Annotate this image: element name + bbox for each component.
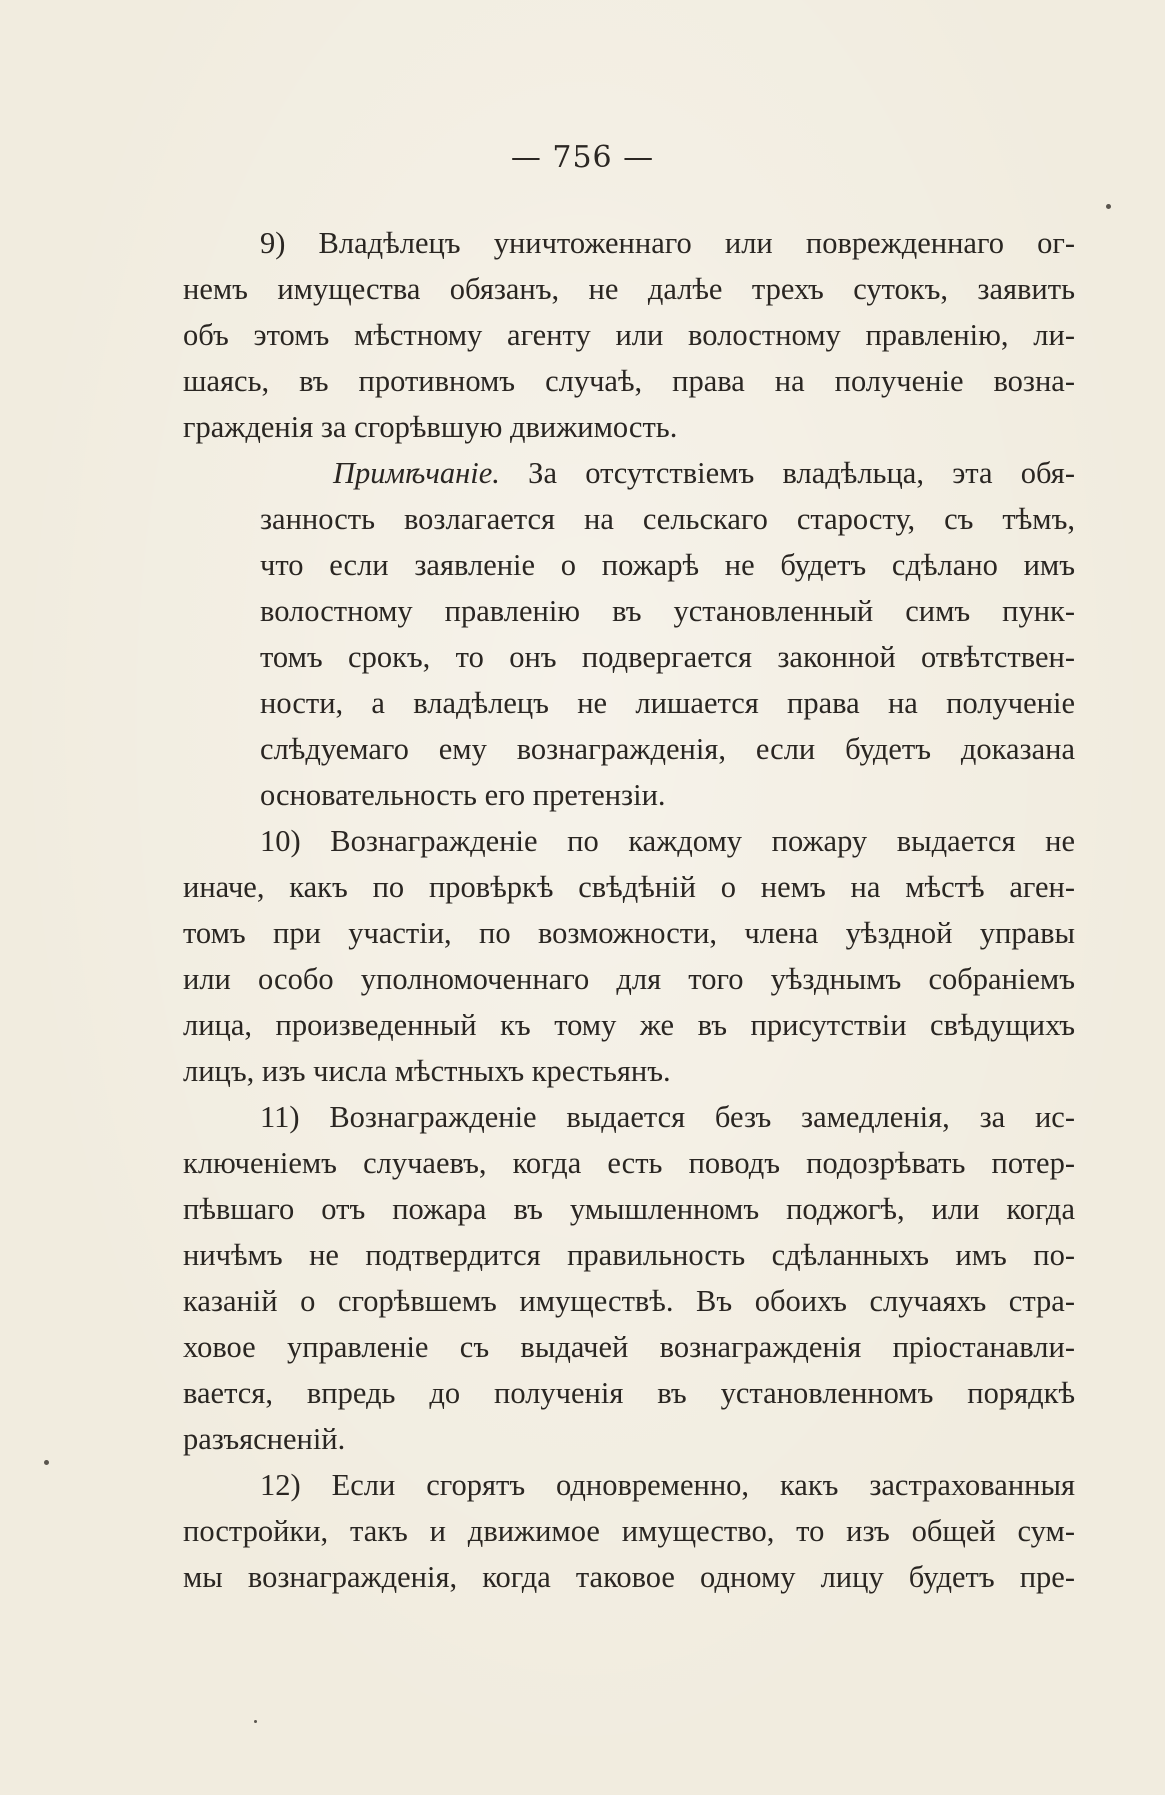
body-text xyxy=(183,220,1075,1600)
paragraph-12 xyxy=(183,1462,1075,1600)
text-line: 10) Вознагражденіе по каждому пожару выдается не xyxy=(260,824,1075,858)
paragraph-11 xyxy=(183,1094,1075,1462)
text-line: 11) Вознагражденіе выдается безъ замедленія, за ис- xyxy=(260,1100,1075,1134)
text-line: томъ при участіи, по возможности, члена уѣздной управы xyxy=(183,916,1075,950)
text-line: постройки, такъ и движимое имущество, то изъ общей сум- xyxy=(183,1514,1075,1548)
note-first-line xyxy=(183,450,1075,496)
text-line: гражденія за сгорѣвшую движимость. xyxy=(183,410,678,444)
text-line: пѣвшаго отъ пожара въ умышленномъ поджогѣ, или когда xyxy=(183,1192,1075,1226)
text-line: объ этомъ мѣстному агенту или волостному правленію, ли- xyxy=(183,318,1075,352)
scan-speck xyxy=(254,1720,257,1723)
paragraph-10 xyxy=(183,818,1075,1094)
text-line: вается, впредь до полученія въ установленномъ порядкѣ xyxy=(183,1376,1075,1410)
note-block xyxy=(183,450,1075,818)
note-first-line-text: За отсутствіемъ владѣльца, эта обя- xyxy=(528,456,1075,490)
text-line: ховое управленіе съ выдачей вознагражденія пріостанавли- xyxy=(183,1330,1075,1364)
text-line: или особо уполномоченнаго для того уѣзднымъ собраніемъ xyxy=(183,962,1075,996)
text-line: основательность его претензіи. xyxy=(260,778,666,812)
text-line: 9) Владѣлецъ уничтоженнаго или поврежденнаго ог- xyxy=(260,226,1075,260)
text-line: ничѣмъ не подтвердится правильность сдѣланныхъ имъ по- xyxy=(183,1238,1075,1272)
text-line: лица, произведенный къ тому же въ присутствіи свѣдущихъ xyxy=(183,1008,1075,1042)
scan-speck xyxy=(44,1460,49,1465)
paragraph-9 xyxy=(183,220,1075,450)
text-line: немъ имущества обязанъ, не далѣе трехъ сутокъ, заявить xyxy=(183,272,1075,306)
text-line: шаясь, въ противномъ случаѣ, права на полученіе возна- xyxy=(183,364,1075,398)
text-line: ности, а владѣлецъ не лишается права на полученіе xyxy=(260,686,1075,720)
page-number: — 756 — xyxy=(510,140,655,175)
text-line: казаній о сгорѣвшемъ имуществѣ. Въ обоихъ случаяхъ стра- xyxy=(183,1284,1075,1318)
note-label: Примѣчаніе. xyxy=(333,456,500,490)
text-line: разъясненій. xyxy=(183,1422,346,1456)
text-line: ключеніемъ случаевъ, когда есть поводъ подозрѣвать потер- xyxy=(183,1146,1075,1180)
text-line: что если заявленіе о пожарѣ не будетъ сдѣлано имъ xyxy=(260,548,1075,582)
text-line: томъ срокъ, то онъ подвергается законной отвѣтствен- xyxy=(260,640,1075,674)
text-line: лицъ, изъ числа мѣстныхъ крестьянъ. xyxy=(183,1054,671,1088)
text-line: иначе, какъ по провѣркѣ свѣдѣній о немъ на мѣстѣ аген- xyxy=(183,870,1075,904)
scan-speck xyxy=(1106,204,1111,209)
text-line: волостному правленію въ установленный симъ пунк- xyxy=(260,594,1075,628)
text-line: занность возлагается на сельскаго старосту, съ тѣмъ, xyxy=(260,502,1075,536)
text-line: мы вознагражденія, когда таковое одному лицу будетъ пре- xyxy=(183,1560,1075,1594)
text-line: слѣдуемаго ему вознагражденія, если будетъ доказана xyxy=(260,732,1075,766)
text-line: 12) Если сгорятъ одновременно, какъ застрахованныя xyxy=(260,1468,1075,1502)
